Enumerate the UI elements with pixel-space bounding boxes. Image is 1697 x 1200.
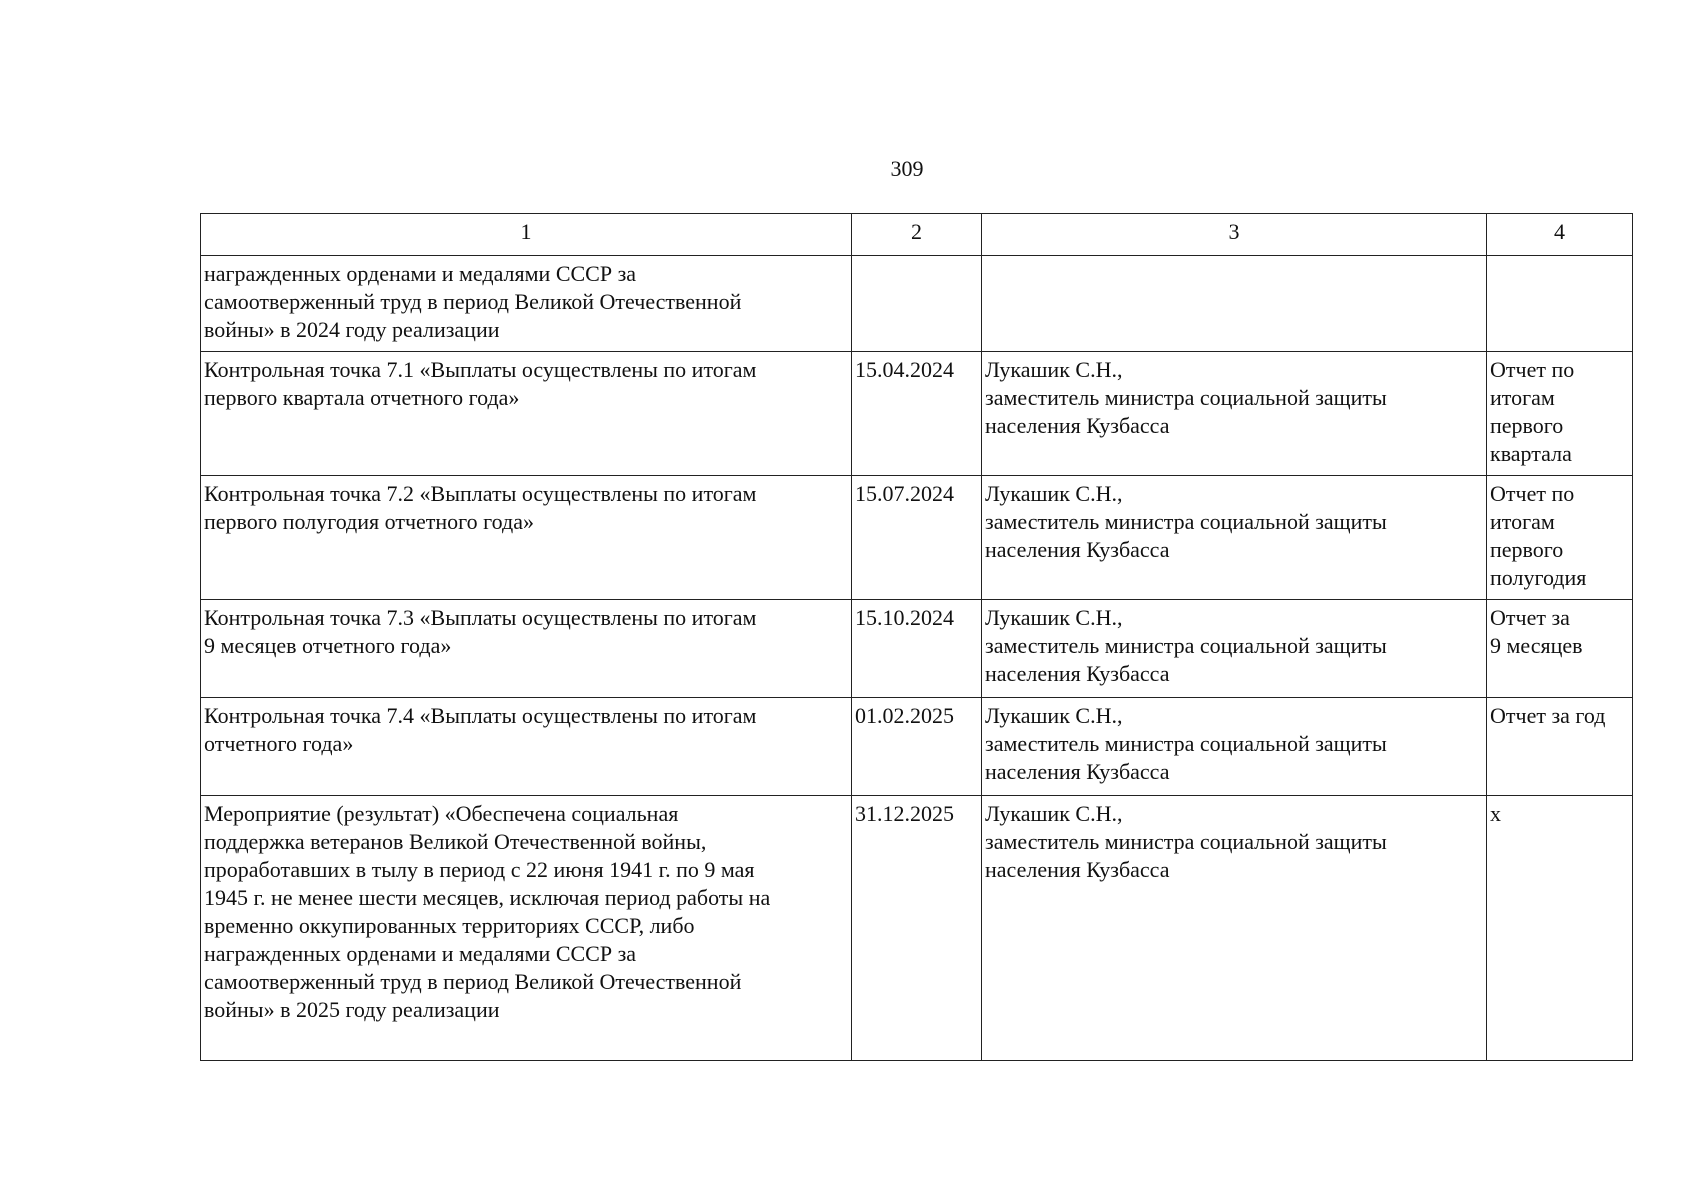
row-responsible: Лукашик С.Н., заместитель министра социальной защиты населения Кузбасса	[982, 796, 1487, 1061]
table-row	[201, 600, 1633, 698]
column-header-3: 3	[982, 214, 1487, 256]
table-row	[201, 796, 1633, 1061]
table-header-row	[201, 214, 1633, 256]
row-report: Отчет по итогам первого полугодия	[1487, 476, 1633, 600]
row-report	[1487, 256, 1633, 352]
row-responsible: Лукашик С.Н., заместитель министра социальной защиты населения Кузбасса	[982, 698, 1487, 796]
row-description: Контрольная точка 7.4 «Выплаты осуществлены по итогам отчетного года»	[201, 698, 852, 796]
row-description: награжденных орденами и медалями СССР за самоотверженный труд в период Великой Отечественной войны» в 2024 году реализации	[201, 256, 852, 352]
table-row	[201, 476, 1633, 600]
row-date: 31.12.2025	[852, 796, 982, 1061]
row-description: Контрольная точка 7.2 «Выплаты осуществлены по итогам первого полугодия отчетного года»	[201, 476, 852, 600]
row-date: 15.04.2024	[852, 352, 982, 476]
row-responsible: Лукашик С.Н., заместитель министра социальной защиты населения Кузбасса	[982, 476, 1487, 600]
row-responsible	[982, 256, 1487, 352]
row-date: 15.07.2024	[852, 476, 982, 600]
row-report: Отчет за 9 месяцев	[1487, 600, 1633, 698]
table-row	[201, 256, 1633, 352]
row-description: Контрольная точка 7.1 «Выплаты осуществлены по итогам первого квартала отчетного года»	[201, 352, 852, 476]
row-report: Отчет за год	[1487, 698, 1633, 796]
row-responsible: Лукашик С.Н., заместитель министра социальной защиты населения Кузбасса	[982, 352, 1487, 476]
row-description: Контрольная точка 7.3 «Выплаты осуществлены по итогам 9 месяцев отчетного года»	[201, 600, 852, 698]
row-date: 15.10.2024	[852, 600, 982, 698]
control-points-table	[200, 213, 1633, 1061]
row-responsible: Лукашик С.Н., заместитель министра социальной защиты населения Кузбасса	[982, 600, 1487, 698]
row-report: х	[1487, 796, 1633, 1061]
row-report: Отчет по итогам первого квартала	[1487, 352, 1633, 476]
column-header-4: 4	[1487, 214, 1633, 256]
table-row	[201, 352, 1633, 476]
page-number: 309	[890, 156, 924, 181]
column-header-2: 2	[852, 214, 982, 256]
row-description: Мероприятие (результат) «Обеспечена социальная поддержка ветеранов Великой Отечественной войны, проработавших в тылу в период с 22 июня 1941 г. по 9 мая 1945 г. не менее шести месяцев, исключая период работы на временно оккупированных территориях СССР, либо награжденных орденами и медалями СССР за самоотверженный труд в период Великой Отечественной войны» в 2025 году реализации	[201, 796, 852, 1061]
table-row	[201, 698, 1633, 796]
row-date	[852, 256, 982, 352]
column-header-1: 1	[201, 214, 852, 256]
row-date: 01.02.2025	[852, 698, 982, 796]
